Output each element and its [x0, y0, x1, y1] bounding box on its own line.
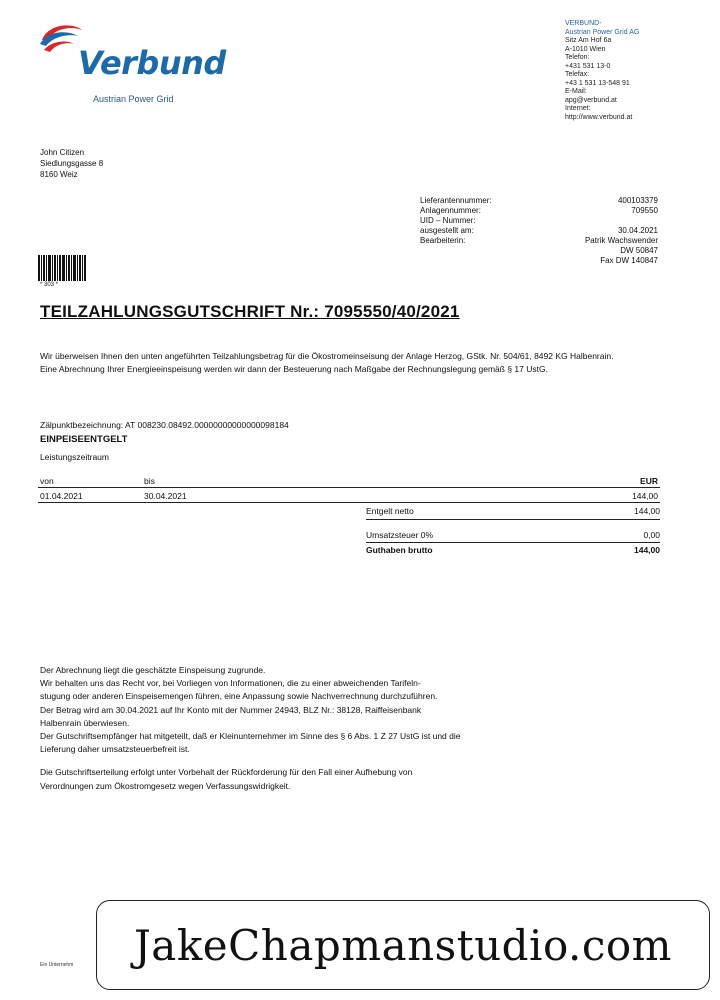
col-currency-header: EUR — [640, 476, 658, 486]
cell-amount: 144,00 — [632, 491, 658, 501]
company-line: Telefon: — [565, 54, 590, 61]
company-line: A-1010 Wien — [565, 45, 606, 53]
summary-value: 144,00 — [634, 545, 660, 555]
meta-value: 30.04.2021 — [617, 226, 658, 235]
meta-fax: Fax DW 140847 — [600, 256, 658, 265]
note-line: Der Betrag wird am 30.04.2021 auf Ihr Konto mit der Nummer 24943, BLZ Nr.: 38128, Raiffeisenbank — [40, 704, 422, 715]
table-header — [38, 474, 660, 488]
table-row — [38, 489, 660, 503]
meta-row — [420, 206, 658, 216]
note-line: Lieferung daher umsatzsteuerbefreit ist. — [40, 744, 190, 755]
notes-block — [40, 664, 640, 793]
intro-paragraph: Wir überweisen Ihnen den unten angeführten Teilzahlungsbetrag für die Ökostromeinseisung der Anlage Herzog, GStk. Nr. 504/61, 8492 KG Halbenrain. Eine Abrechnung Ihrer Energieeinspeisung werden wir dann der Besteuerung nach Maßgabe der Rechnungslegung gemäß § 17 UstG. — [40, 351, 614, 374]
document-meta — [420, 196, 658, 266]
recipient-street: Siedlungsgasse 8 — [40, 159, 104, 168]
note-line: stugung oder anderen Einspeisemengen führen, eine Anpassung sowie Nachverrechnung durchzuführen. — [40, 691, 438, 702]
cell-to: 30.04.2021 — [144, 491, 187, 501]
summary-label: Guthaben brutto — [366, 545, 433, 555]
meta-extension: DW 50847 — [620, 246, 658, 255]
footer-text: Ein Unternehm — [40, 962, 74, 968]
cell-from: 01.04.2021 — [40, 491, 83, 501]
summary-net — [366, 506, 660, 520]
note-line: Verordnungen zum Ökostromgesetz wegen Verfassungswidrigkeit. — [40, 780, 291, 791]
meta-label: Bearbeiterin: — [420, 236, 466, 245]
company-line: Sitz Am Hof 6a — [565, 37, 612, 44]
meta-label: Lieferantennummer: — [420, 196, 492, 205]
meta-value: 400103379 — [617, 196, 658, 205]
meta-row — [420, 226, 658, 236]
summary-tax — [366, 530, 660, 543]
meta-row — [420, 236, 658, 246]
note-line: Der Gutschriftsempfänger hat mitgeteilt, daß er Kleinunternehmer im Sinne des § 6 Abs. 1 Z 27 UstG ist und die — [40, 731, 461, 742]
company-line: E-Mail: — [565, 88, 587, 95]
company-line: +431 531 13-0 — [565, 62, 611, 70]
section-title: EINPEISEENTGELT — [40, 434, 128, 445]
meta-label: UID – Nummer: — [420, 216, 476, 225]
col-from-header: von — [40, 476, 54, 486]
recipient-address — [40, 147, 103, 180]
summary-label: Umsatzsteuer 0% — [366, 530, 434, 540]
period-label: Leistungszeitraum — [40, 452, 109, 462]
company-address — [565, 20, 715, 122]
company-line: Internet: — [565, 105, 591, 112]
company-line: Telefax: — [565, 71, 590, 78]
recipient-city: 8160 Weiz — [40, 170, 78, 179]
barcode-icon — [38, 255, 88, 281]
summary-label: Entgelt netto — [366, 506, 414, 516]
note-line: Der Abrechnung liegt die geschätzte Einspeisung zugrunde. — [40, 665, 266, 675]
note-line: Halbenrain überwiesen. — [40, 717, 130, 728]
document-title: TEILZAHLUNGSGUTSCHRIFT Nr.: 7095550/40/2021 — [40, 302, 460, 321]
col-to-header: bis — [144, 476, 155, 486]
brand-name: Verbund — [78, 44, 226, 82]
barcode-number: * 303 * — [40, 282, 59, 288]
meta-value: 709550 — [631, 206, 658, 215]
summary-value: 144,00 — [634, 506, 660, 516]
summary-value: 0,00 — [643, 530, 660, 540]
company-line: http://www.verbund.at — [565, 113, 633, 121]
zaehlpunkt-line: Zälpunktbezeichnung: AT 008230.08492.00000000000000098184 — [40, 420, 289, 430]
watermark-banner: JakeChapmanstudio.com — [96, 900, 710, 990]
meta-label: Anlagennummer: — [420, 206, 481, 215]
company-line: apg@verbund.at — [565, 96, 617, 104]
note-line: Wir behalten uns das Recht vor, bei Vorliegen von Informationen, die zu einer abweichenden Tarifeln- — [40, 678, 421, 689]
note-line: Die Gutschriftserteilung erfolgt unter Vorbehalt der Rückforderung für den Fall einer Aufhebung von — [40, 767, 413, 778]
recipient-name: John Citizen — [40, 148, 85, 157]
company-logo — [38, 20, 238, 110]
company-line: Austrian Power Grid AG — [565, 28, 640, 36]
meta-label: ausgestellt am: — [420, 226, 474, 235]
brand-tagline: Austrian Power Grid — [93, 94, 174, 104]
company-line: +43 1 531 13-548 91 — [565, 79, 630, 87]
summary-gross — [366, 545, 660, 558]
company-line: VERBUND- — [565, 20, 602, 27]
meta-row — [420, 216, 658, 226]
meta-value: Patrik Wachswender — [584, 236, 658, 245]
meta-row — [420, 196, 658, 206]
